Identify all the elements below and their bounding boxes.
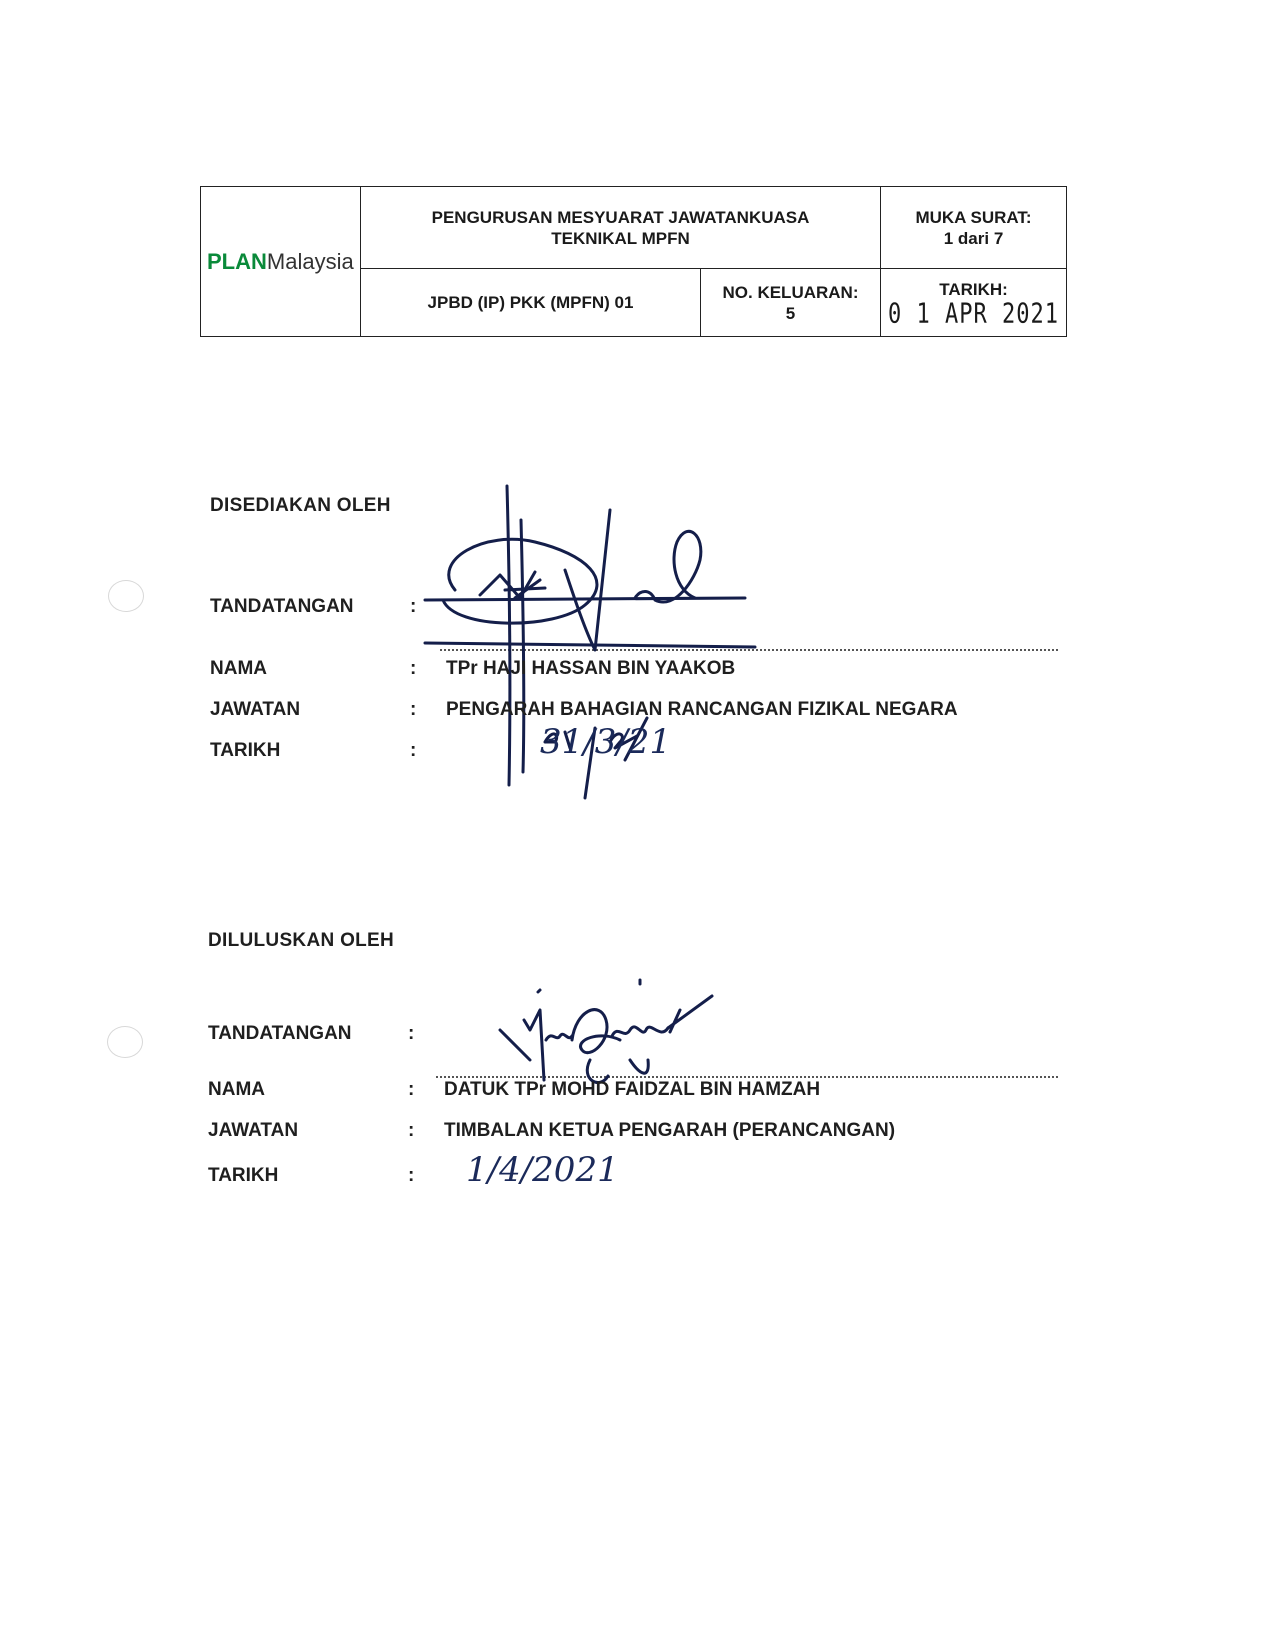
prepared-date-label: TARIKH (210, 740, 281, 761)
colon: : (408, 1079, 415, 1100)
document-header-table (200, 186, 1067, 337)
document-reference: JPBD (IP) PKK (MPFN) 01 (427, 293, 634, 312)
colon: : (408, 1165, 415, 1186)
document-title-line2: TEKNIKAL MPFN (551, 228, 690, 248)
approved-date-label: TARIKH (208, 1165, 279, 1186)
planmalaysia-logo (201, 251, 360, 272)
approved-name-value: DATUK TPr MOHD FAIDZAL BIN HAMZAH (444, 1079, 821, 1100)
logo-malaysia-text: Malaysia (266, 249, 354, 274)
issue-label: NO. KELUARAN: (722, 282, 859, 302)
prepared-sign-label: TANDATANGAN (210, 596, 354, 617)
document-title-line1: PENGURUSAN MESYUARAT JAWATANKUASA (431, 207, 810, 227)
punch-hole-bottom (107, 1026, 143, 1058)
prepared-position-label: JAWATAN (210, 699, 301, 720)
document-reference-cell (361, 269, 701, 337)
approved-by-title: DILULUSKAN OLEH (208, 930, 395, 951)
page-value: 1 dari 7 (943, 228, 1004, 248)
colon: : (410, 658, 417, 679)
issue-number-cell (701, 269, 881, 337)
document-title-cell (361, 187, 881, 269)
logo-plan-text: PLAN (207, 249, 267, 274)
approved-sign-label: TANDATANGAN (208, 1023, 352, 1044)
colon: : (408, 1023, 415, 1044)
logo-cell (201, 187, 361, 337)
punch-hole-top (108, 580, 144, 612)
prepared-name-label: NAMA (210, 658, 267, 679)
colon: : (410, 740, 417, 761)
header-date-label: TARIKH: (939, 280, 1008, 299)
prepared-handwritten-date: 31/3/21 (540, 722, 672, 762)
page-number-cell (881, 187, 1067, 269)
date-stamp: 0 1 APR 2021 (888, 298, 1059, 331)
approved-signature-icon (500, 980, 720, 1090)
prepared-position-value: PENGARAH BAHAGIAN RANCANGAN FIZIKAL NEGARA (446, 699, 958, 720)
header-date-cell (881, 269, 1067, 337)
issue-value: 5 (785, 303, 796, 323)
colon: : (410, 699, 417, 720)
approved-position-value: TIMBALAN KETUA PENGARAH (PERANCANGAN) (444, 1120, 896, 1141)
approved-position-label: JAWATAN (208, 1120, 299, 1141)
page-label: MUKA SURAT: (915, 207, 1032, 227)
colon: : (408, 1120, 415, 1141)
colon: : (410, 596, 417, 617)
prepared-by-title: DISEDIAKAN OLEH (210, 495, 391, 516)
approved-handwritten-date: 1/4/2021 (466, 1150, 619, 1190)
prepared-name-value: TPr HAJI HASSAN BIN YAAKOB (446, 658, 736, 679)
approved-name-label: NAMA (208, 1079, 265, 1100)
